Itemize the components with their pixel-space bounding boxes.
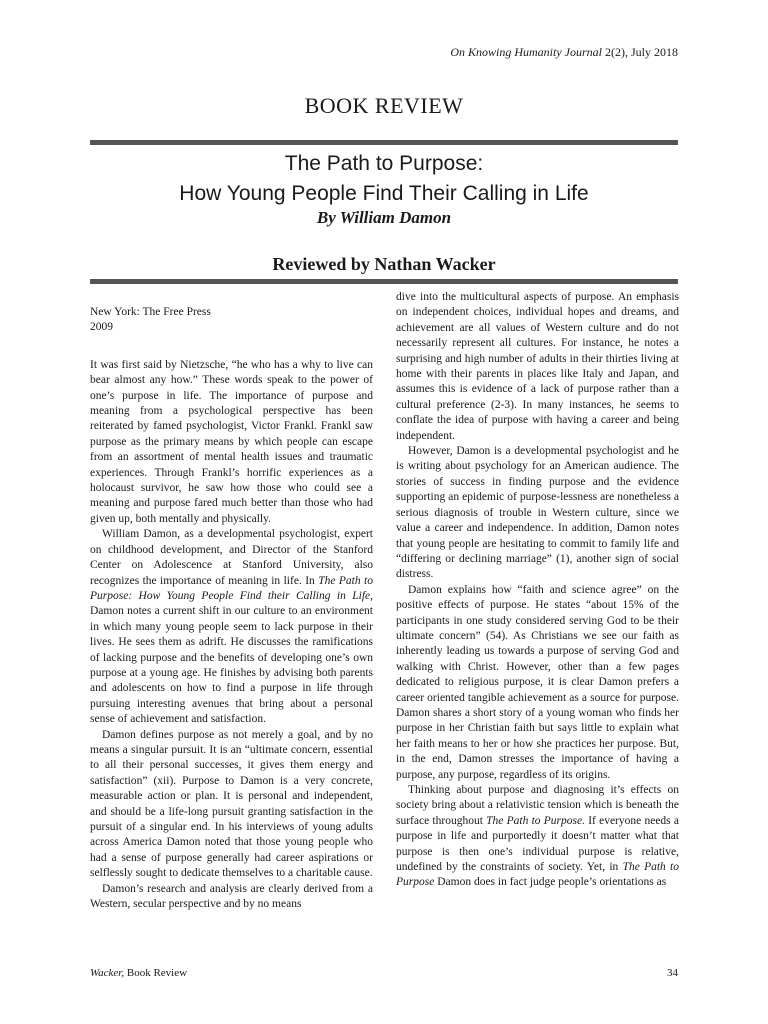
footer-label: Book Review [124, 967, 188, 979]
bottom-rule [90, 279, 678, 284]
footer-author: Wacker, [90, 967, 125, 979]
book-title-ref: The Path to Purpose. [486, 814, 585, 827]
paragraph: dive into the multicultural aspects of purpose. An emphasis on independent choices, individual hopes and dreams, and achievement are all values of Western culture and do not necessarily represent all cultures. For instance, he notes a surprising and high number of adults in their thirties living at home with their parents in places like Italy and Japan, and assumes this is evidence of a lack of purpose rather than a cultural preference (2-3). In many instances, he seems to conflate the idea of purpose with having a career and being independent. [396, 291, 679, 442]
publication-info [90, 305, 373, 336]
footer-running-head [90, 967, 187, 979]
paragraph: Damon explains how “faith and science agree” on the positive effects of purpose. He states “about 15% of the participants in one study considered serving God to be their ultimate concern” (54). As Christians we see our faith as inherently leading us towards a purpose of serving God and walking with Christ. However, other than a few pages dedicated to religious purpose, it is clear Damon prefers a career oriented tangible achievement as a source for purpose. Damon shares a short story of a young woman who finds her purpose in her Christian faith but says little to explain what her faith means to her or how she practices her purpose. But, in the end, Damon stresses the importance of having a purpose, any purpose, regardless of its origins. [396, 583, 679, 781]
publication-year: 2009 [90, 321, 113, 334]
journal-name: On Knowing Humanity Journal [450, 45, 602, 59]
left-column [90, 305, 373, 912]
book-title-line1: The Path to Purpose: [284, 152, 484, 175]
paragraph: However, Damon is a developmental psychologist and he is writing about psychology for an American audience. The stories of success in finding purpose and the evidence supporting an epidemic of purpose-lessness are nonetheless a serious diagnosis of trouble in Western culture, since we value a career and independence. In addition, Damon notes that young people are hesitating to commit to family life and “differing or declining marriage” (1), another sign of social distress. [396, 445, 679, 581]
book-title-line2: How Young People Find Their Calling in Life [179, 182, 589, 205]
book-title-ref: The Path to Purpose: How Young People Find their Calling in Life [90, 574, 373, 602]
paragraph: Damon defines purpose as not merely a goal, and by no means a singular pursuit. It is an “ultimate concern, essential to all their personal successes, it gives them energy and satisfaction” (xii). Purpose to Damon is a very concrete, measurable action or plan. It is personal and independent, and should be a life-long pursuit granting satisfaction in the pursuit of a singular end. In his interviews of young adults across America Damon noted that those young people who had a sense of purpose generally had career aspirations or selflessly sought to dedicate themselves to a charitable cause. [90, 728, 373, 880]
top-rule [90, 140, 678, 145]
page-number: 34 [667, 967, 678, 979]
paragraph: It was first said by Nietzsche, “he who has a why to live can bear almost any how.” These words speak to the power of one’s purpose in life. The importance of purpose and meaning from a psychological perspective has been reiterated by famed psychologist, Victor Frankl. Frankl saw purpose as the primary means by which people can escape from an assortment of mental health issues and traumatic experiences. Through Frankl’s horrific experiences as a holocaust survivor, he saw how those who could see a meaning and purpose fared much better than those who had given up, both mentally and physically. [90, 358, 373, 525]
right-column [396, 290, 679, 891]
journal-citation [450, 45, 678, 60]
section-label: BOOK REVIEW [304, 93, 464, 118]
book-title-ref: The Path to Purpose [396, 861, 679, 889]
paragraph: Damon’s research and analysis are clearly derived from a Western, secular perspective and by no means [90, 882, 373, 911]
paragraph: William Damon, as a developmental psychologist, expert on childhood development, and Director of the Stanford Center on Adolescence at Stanford University, also recognizes the importance of meaning in life. In The Path to Purpose: How Young People Find their Calling in Life, Damon notes a current shift in our culture to an environment in which many young people seem to lack purpose in their lives. He sees them as adrift. He discusses the ramifications of lacking purpose and the benefits of developing one’s own purpose at a young age. He finishes by advising both parents and adolescents on how to find a purpose in life through pursuing interesting avenues that bring about a personal sense of achievement and satisfaction. [90, 528, 373, 726]
reviewer-line: Reviewed by Nathan Wacker [272, 254, 496, 274]
publisher: New York: The Free Press [90, 306, 211, 318]
book-byline: By William Damon [316, 208, 452, 227]
journal-issue: 2(2), July 2018 [605, 45, 678, 59]
paragraph: Thinking about purpose and diagnosing it’s effects on society bring about a relativistic tension which is beneath the surface throughout The Path to Purpose. If everyone needs a purpose in life and purportedly it doesn’t matter what that purpose is then one’s individual purpose is relative, undefined by the constraints of society. Yet, in The Path to Purpose Damon does in fact judge people’s orientations as [396, 784, 679, 889]
